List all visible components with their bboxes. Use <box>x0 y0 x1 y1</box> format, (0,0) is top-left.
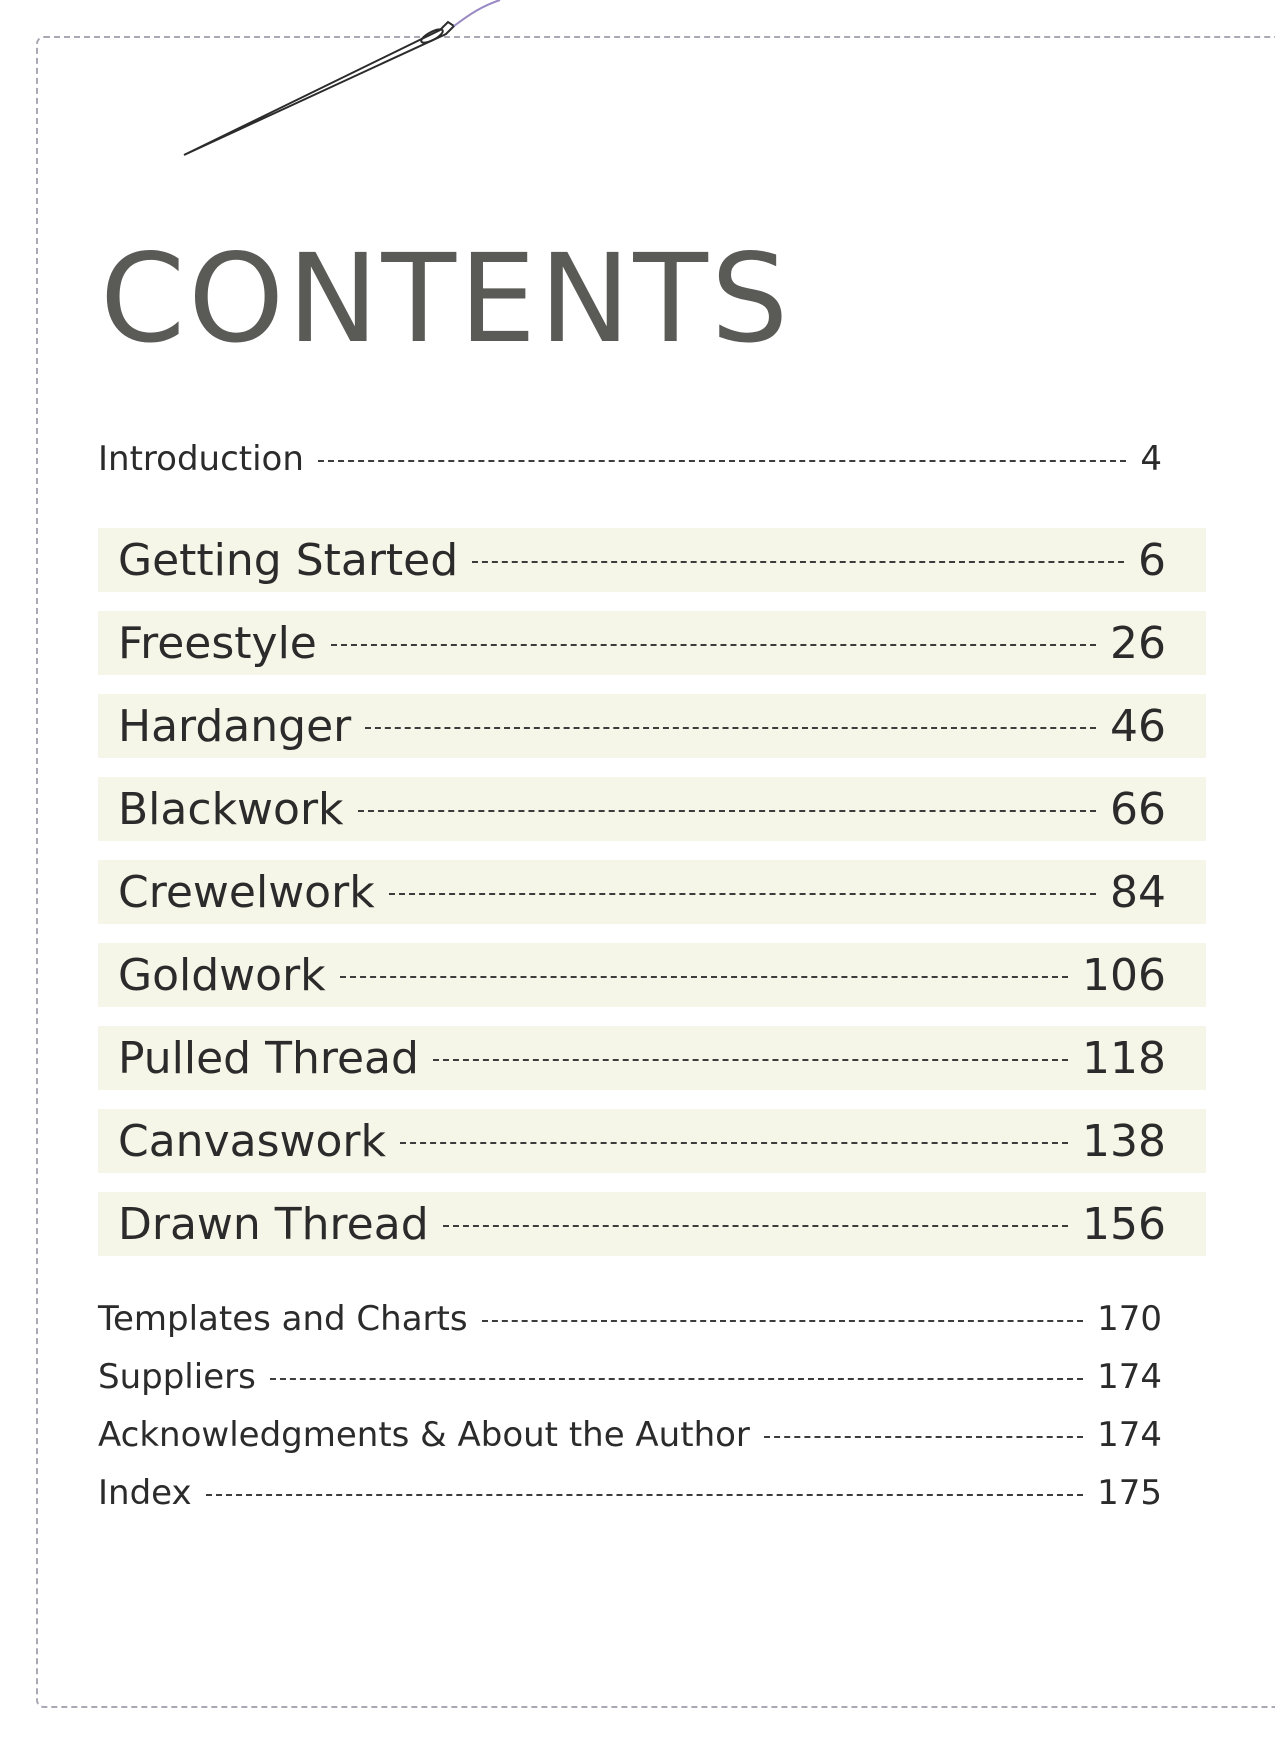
toc-chapter-row[interactable] <box>98 1192 1206 1256</box>
toc-chapter-page: 106 <box>1082 949 1166 1001</box>
toc-entry-introduction[interactable] <box>98 434 1162 484</box>
toc-chapter-page: 84 <box>1110 866 1166 918</box>
toc-backmatter-page: 175 <box>1097 1473 1162 1513</box>
dot-leader <box>482 1320 1084 1322</box>
toc-entry-page: 4 <box>1140 439 1162 479</box>
toc-backmatter-row[interactable] <box>98 1410 1162 1460</box>
toc-chapter-label: Pulled Thread <box>118 1032 419 1084</box>
toc-chapter-row[interactable] <box>98 777 1206 841</box>
toc-chapter-row[interactable] <box>98 1026 1206 1090</box>
toc-chapter-row[interactable] <box>98 1109 1206 1173</box>
toc-chapter-page: 156 <box>1082 1198 1166 1250</box>
toc-chapter-label: Drawn Thread <box>118 1198 429 1250</box>
toc-backmatter-row[interactable] <box>98 1468 1162 1518</box>
toc-chapter-row[interactable] <box>98 943 1206 1007</box>
toc-backmatter-page: 170 <box>1097 1299 1162 1339</box>
toc-chapter-label: Canvaswork <box>118 1115 386 1167</box>
toc-chapter-label: Getting Started <box>118 534 459 586</box>
toc-chapter-page: 118 <box>1082 1032 1166 1084</box>
dot-leader <box>358 810 1096 812</box>
toc-backmatter-row[interactable] <box>98 1352 1162 1402</box>
dot-leader <box>331 644 1096 646</box>
toc-chapter-row[interactable] <box>98 860 1206 924</box>
toc-chapter-page: 6 <box>1138 534 1166 586</box>
dot-leader <box>433 1059 1068 1061</box>
toc-chapter-page: 46 <box>1110 700 1166 752</box>
toc-chapter-label: Blackwork <box>118 783 344 835</box>
toc-chapter-label: Hardanger <box>118 700 352 752</box>
dot-leader <box>443 1225 1068 1227</box>
dot-leader <box>472 561 1124 563</box>
toc-chapter-label: Crewelwork <box>118 866 375 918</box>
page-title: CONTENTS <box>100 228 792 370</box>
dot-leader <box>365 727 1096 729</box>
toc-backmatter-label: Index <box>98 1473 192 1513</box>
toc-backmatter-label: Templates and Charts <box>98 1299 468 1339</box>
toc-chapter-row[interactable] <box>98 528 1206 592</box>
toc-chapter-label: Freestyle <box>118 617 317 669</box>
toc-chapter-label: Goldwork <box>118 949 326 1001</box>
toc-backmatter-label: Suppliers <box>98 1357 256 1397</box>
toc-backmatter-page: 174 <box>1097 1357 1162 1397</box>
toc-chapter-row[interactable] <box>98 694 1206 758</box>
toc-chapter-page: 66 <box>1110 783 1166 835</box>
toc-chapter-row[interactable] <box>98 611 1206 675</box>
needle-icon <box>170 0 510 170</box>
dot-leader <box>389 893 1096 895</box>
toc-backmatter-row[interactable] <box>98 1294 1162 1344</box>
dot-leader <box>400 1142 1068 1144</box>
toc-backmatter-page: 174 <box>1097 1415 1162 1455</box>
dot-leader <box>270 1378 1083 1380</box>
dot-leader <box>764 1436 1083 1438</box>
toc-chapter-page: 26 <box>1110 617 1166 669</box>
toc-entry-label: Introduction <box>98 439 304 479</box>
dot-leader <box>318 460 1126 462</box>
toc-chapter-page: 138 <box>1082 1115 1166 1167</box>
dot-leader <box>206 1494 1083 1496</box>
toc-backmatter-label: Acknowledgments & About the Author <box>98 1415 750 1455</box>
dot-leader <box>340 976 1068 978</box>
